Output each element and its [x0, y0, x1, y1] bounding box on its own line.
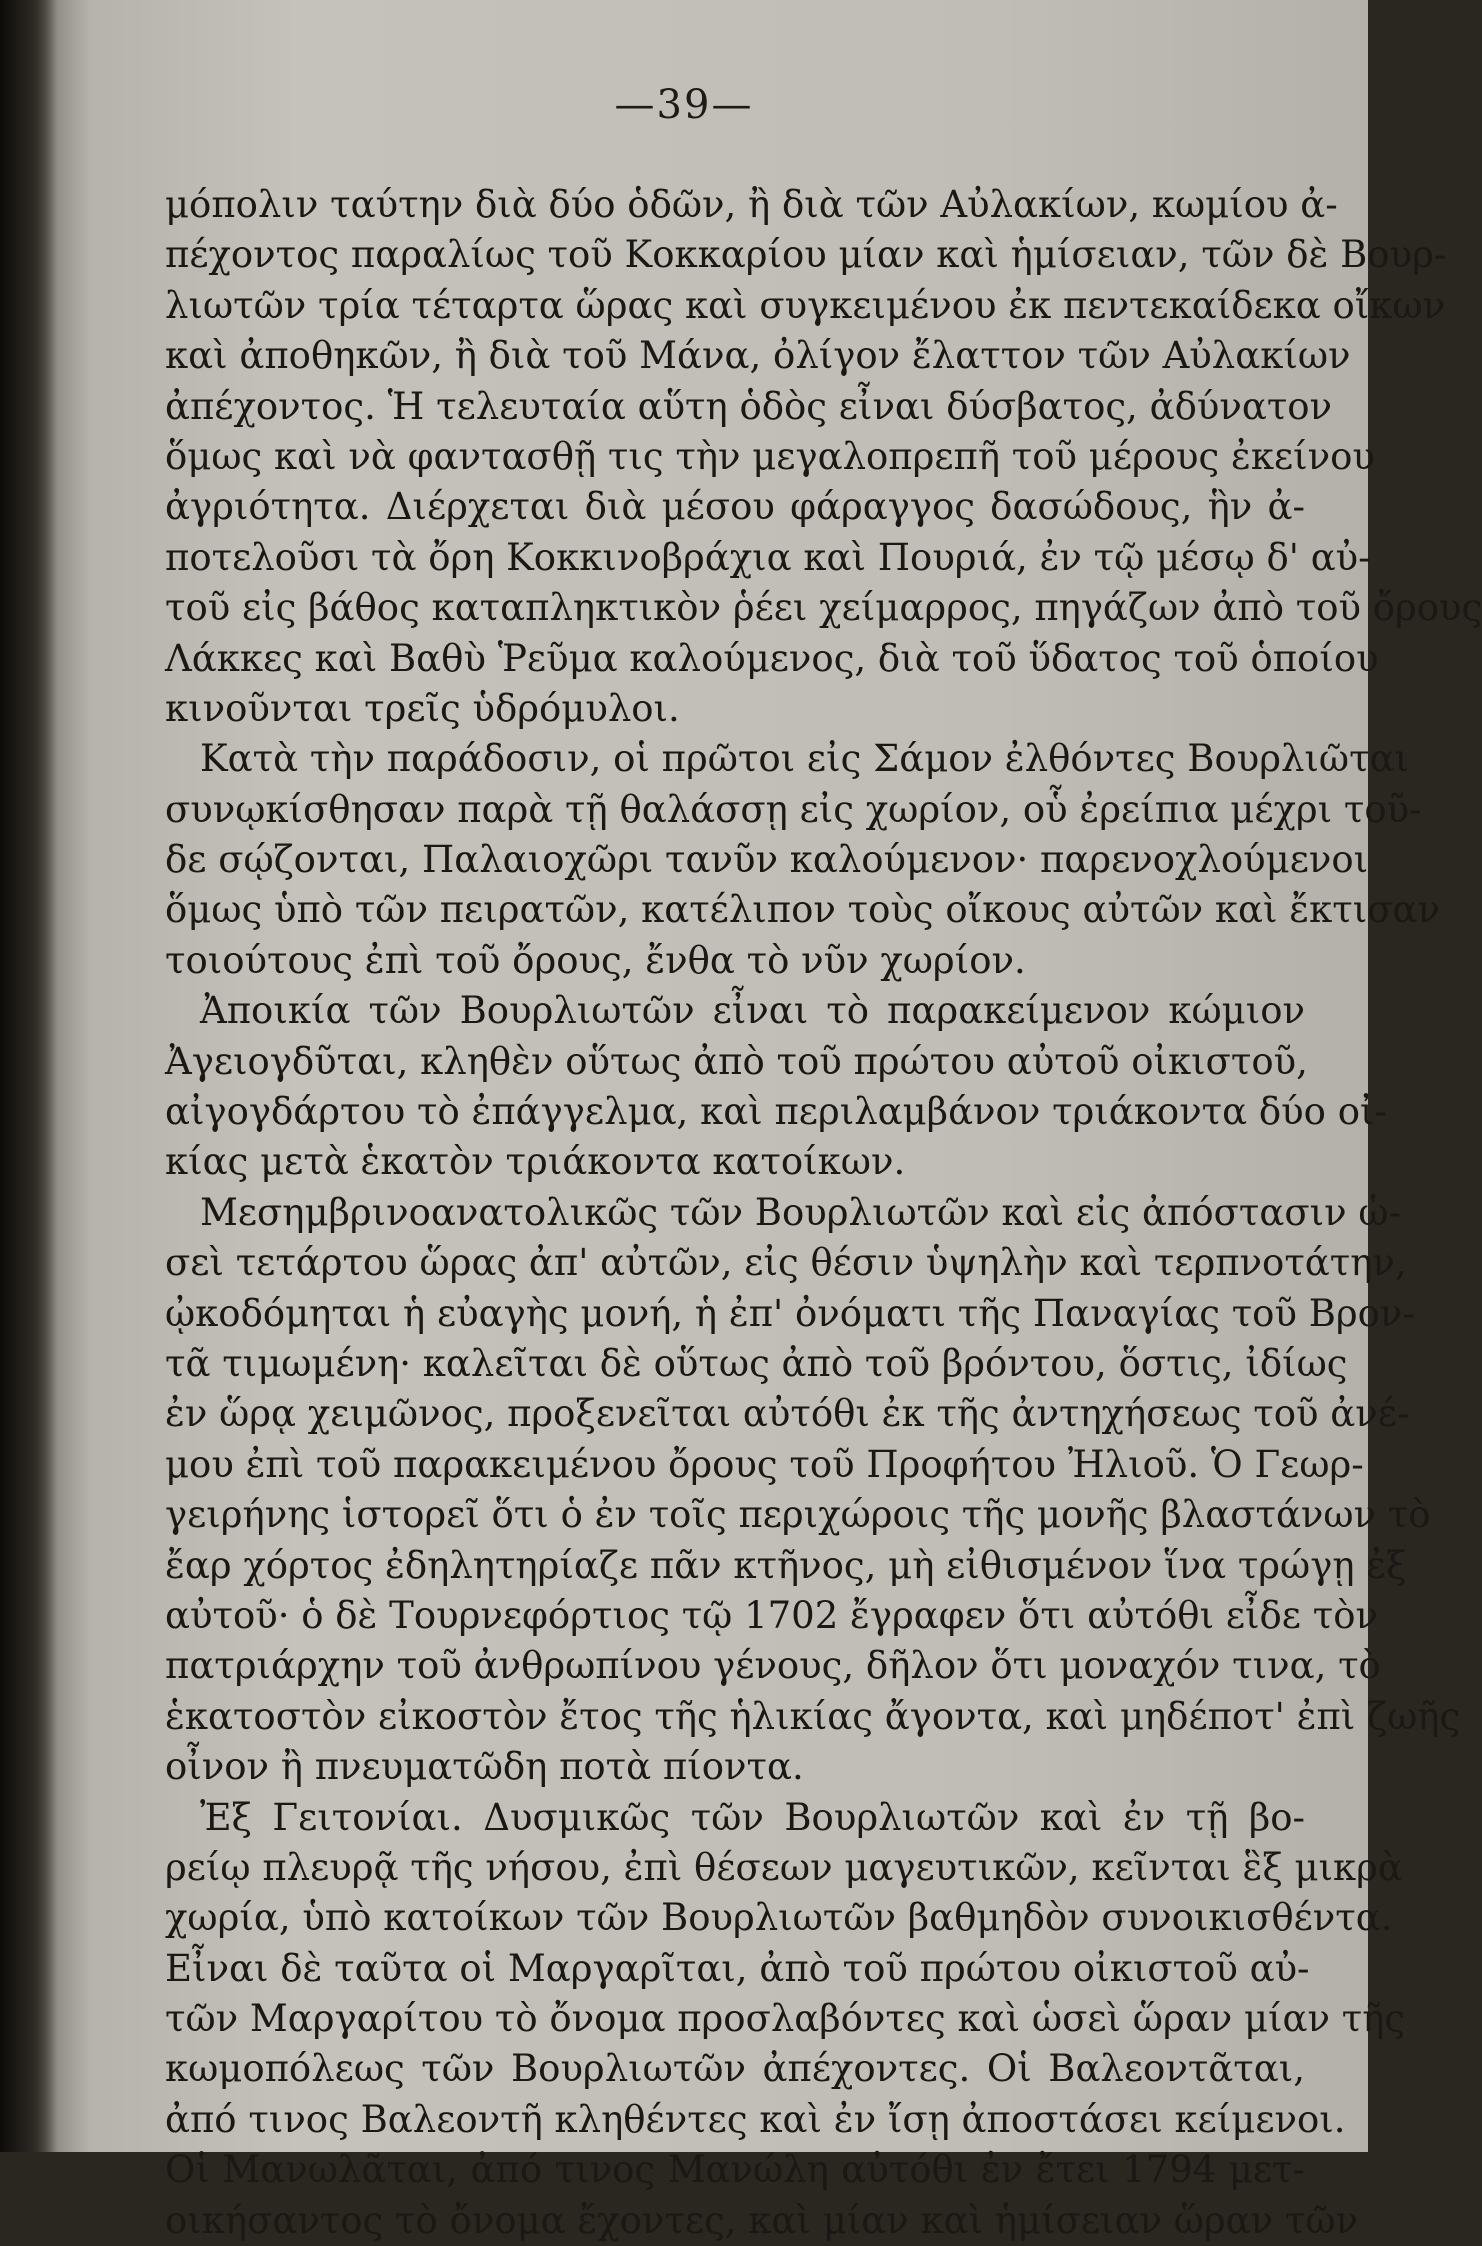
text-line: ποτελοῦσι τὰ ὄρη Κοκκινοβράχια καὶ Πουριά, ἐν τῷ μέσῳ δ' αὐ-	[165, 533, 1305, 583]
text-line: κωμοπόλεως τῶν Βουρλιωτῶν ἀπέχοντες. Οἱ Βαλεοντᾶται,	[165, 2044, 1305, 2094]
text-line: Ἀποικία τῶν Βουρλιωτῶν εἶναι τὸ παρακείμενον κώμιον	[165, 986, 1305, 1036]
text-line: χωρία, ὑπὸ κατοίκων τῶν Βουρλιωτῶν βαθμηδὸν συνοικισθέντα.	[165, 1893, 1305, 1943]
text-line: ἀπέχοντος. Ἡ τελευταία αὕτη ὁδὸς εἶναι δύσβατος, ἀδύνατον	[165, 382, 1305, 432]
text-line: κίας μετὰ ἑκατὸν τριάκοντα κατοίκων.	[165, 1137, 1305, 1187]
text-line: ἐν ὥρᾳ χειμῶνος, προξενεῖται αὐτόθι ἐκ τῆς ἀντηχήσεως τοῦ ἀνέ-	[165, 1389, 1305, 1439]
text-line: πέχοντος παραλίως τοῦ Κοκκαρίου μίαν καὶ ἡμίσειαν, τῶν δὲ Βουρ-	[165, 230, 1305, 280]
paragraph	[165, 1793, 1305, 2246]
paragraph	[165, 734, 1305, 986]
page-number: —39—	[0, 82, 1368, 128]
text-line: ἔαρ χόρτος ἐδηλητηρίαζε πᾶν κτῆνος, μὴ εἰθισμένον ἵνα τρώγῃ ἐξ	[165, 1541, 1305, 1591]
text-line: αὐτοῦ· ὁ δὲ Τουρνεφόρτιος τῷ 1702 ἔγραφεν ὅτι αὐτόθι εἶδε τὸν	[165, 1591, 1305, 1641]
text-line: τοῦ εἰς βάθος καταπληκτικὸν ῥέει χείμαρρος, πηγάζων ἀπὸ τοῦ ὄρους	[165, 583, 1305, 633]
text-line: γειρήνης ἱστορεῖ ὅτι ὁ ἐν τοῖς περιχώροις τῆς μονῆς βλαστάνων τὸ	[165, 1490, 1305, 1540]
text-line: λιωτῶν τρία τέταρτα ὥρας καὶ συγκειμένου ἐκ πεντεκαίδεκα οἴκων	[165, 281, 1305, 331]
binding-shadow	[0, 0, 58, 2152]
text-line: δε σῴζονται, Παλαιοχῶρι τανῦν καλούμενον· παρενοχλούμενοι	[165, 835, 1305, 885]
body-text	[165, 180, 1305, 2246]
text-line: οἶνον ἢ πνευματῶδη ποτὰ πίοντα.	[165, 1742, 1305, 1792]
text-line: Οἱ Μανωλᾶται, ἀπό τινος Μανώλη αὐτόθι ἐν ἔτει 1794 μετ-	[165, 2145, 1305, 2195]
text-line: Ἐξ Γειτονίαι. Δυσμικῶς τῶν Βουρλιωτῶν καὶ ἐν τῇ βο-	[165, 1793, 1305, 1843]
text-line: τᾶ τιμωμένη· καλεῖται δὲ οὕτως ἀπὸ τοῦ βρόντου, ὅστις, ἰδίως	[165, 1339, 1305, 1389]
text-line: Μεσημβρινοανατολικῶς τῶν Βουρλιωτῶν καὶ εἰς ἀπόστασιν ὡ-	[165, 1188, 1305, 1238]
text-line: σεὶ τετάρτου ὥρας ἀπ' αὐτῶν, εἰς θέσιν ὑψηλὴν καὶ τερπνοτάτην,	[165, 1238, 1305, 1288]
text-line: μόπολιν ταύτην διὰ δύο ὁδῶν, ἢ διὰ τῶν Αὐλακίων, κωμίου ἀ-	[165, 180, 1305, 230]
text-line: Εἶναι δὲ ταῦτα οἱ Μαργαρῖται, ἀπὸ τοῦ πρώτου οἰκιστοῦ αὐ-	[165, 1944, 1305, 1994]
text-line: Ἀγειογδῦται, κληθὲν οὕτως ἀπὸ τοῦ πρώτου αὐτοῦ οἰκιστοῦ,	[165, 1037, 1305, 1087]
text-line: ἑκατοστὸν εἰκοστὸν ἔτος τῆς ἡλικίας ἄγοντα, καὶ μηδέποτ' ἐπὶ ζωῆς	[165, 1692, 1305, 1742]
text-line: συνῳκίσθησαν παρὰ τῇ θαλάσσῃ εἰς χωρίον, οὗ ἐρείπια μέχρι τοῦ-	[165, 785, 1305, 835]
text-line: πατριάρχην τοῦ ἀνθρωπίνου γένους, δῆλον ὅτι μοναχόν τινα, τὸ	[165, 1641, 1305, 1691]
text-line: ἀγριότητα. Διέρχεται διὰ μέσου φάραγγος δασώδους, ἣν ἀ-	[165, 482, 1305, 532]
text-line: τῶν Μαργαρίτου τὸ ὄνομα προσλαβόντες καὶ ὡσεὶ ὥραν μίαν τῆς	[165, 1994, 1305, 2044]
text-line: Λάκκες καὶ Βαθὺ Ῥεῦμα καλούμενος, διὰ τοῦ ὕδατος τοῦ ὁποίου	[165, 634, 1305, 684]
paragraph	[165, 986, 1305, 1188]
text-line: αἰγογδάρτου τὸ ἐπάγγελμα, καὶ περιλαμβάνον τριάκοντα δύο οἰ-	[165, 1087, 1305, 1137]
text-line: καὶ ἀποθηκῶν, ἢ διὰ τοῦ Μάνα, ὀλίγον ἔλαττον τῶν Αὐλακίων	[165, 331, 1305, 381]
text-line: τοιούτους ἐπὶ τοῦ ὄρους, ἔνθα τὸ νῦν χωρίον.	[165, 936, 1305, 986]
text-line: κινοῦνται τρεῖς ὑδρόμυλοι.	[165, 684, 1305, 734]
text-line: ὅμως καὶ νὰ φαντασθῇ τις τὴν μεγαλοπρεπῆ τοῦ μέρους ἐκείνου	[165, 432, 1305, 482]
paragraph	[165, 1188, 1305, 1793]
paragraph	[165, 180, 1305, 734]
text-line: ᾠκοδόμηται ἡ εὐαγὴς μονή, ἡ ἐπ' ὀνόματι τῆς Παναγίας τοῦ Βρον-	[165, 1289, 1305, 1339]
text-line: ὅμως ὑπὸ τῶν πειρατῶν, κατέλιπον τοὺς οἴκους αὐτῶν καὶ ἔκτισαν	[165, 885, 1305, 935]
text-line: οικήσαντος τὸ ὄνομα ἔχοντες, καὶ μίαν καὶ ἡμίσειαν ὥραν τῶν	[165, 2196, 1305, 2246]
text-line: μου ἐπὶ τοῦ παρακειμένου ὄρους τοῦ Προφήτου Ἠλιοῦ. Ὁ Γεωρ-	[165, 1440, 1305, 1490]
text-line: Κατὰ τὴν παράδοσιν, οἱ πρῶτοι εἰς Σάμον ἐλθόντες Βουρλιῶται	[165, 734, 1305, 784]
text-line: ρείῳ πλευρᾷ τῆς νήσου, ἐπὶ θέσεων μαγευτικῶν, κεῖνται ἓξ μικρὰ	[165, 1843, 1305, 1893]
text-line: ἀπό τινος Βαλεοντῆ κληθέντες καὶ ἐν ἴσῃ ἀποστάσει κείμενοι.	[165, 2095, 1305, 2145]
